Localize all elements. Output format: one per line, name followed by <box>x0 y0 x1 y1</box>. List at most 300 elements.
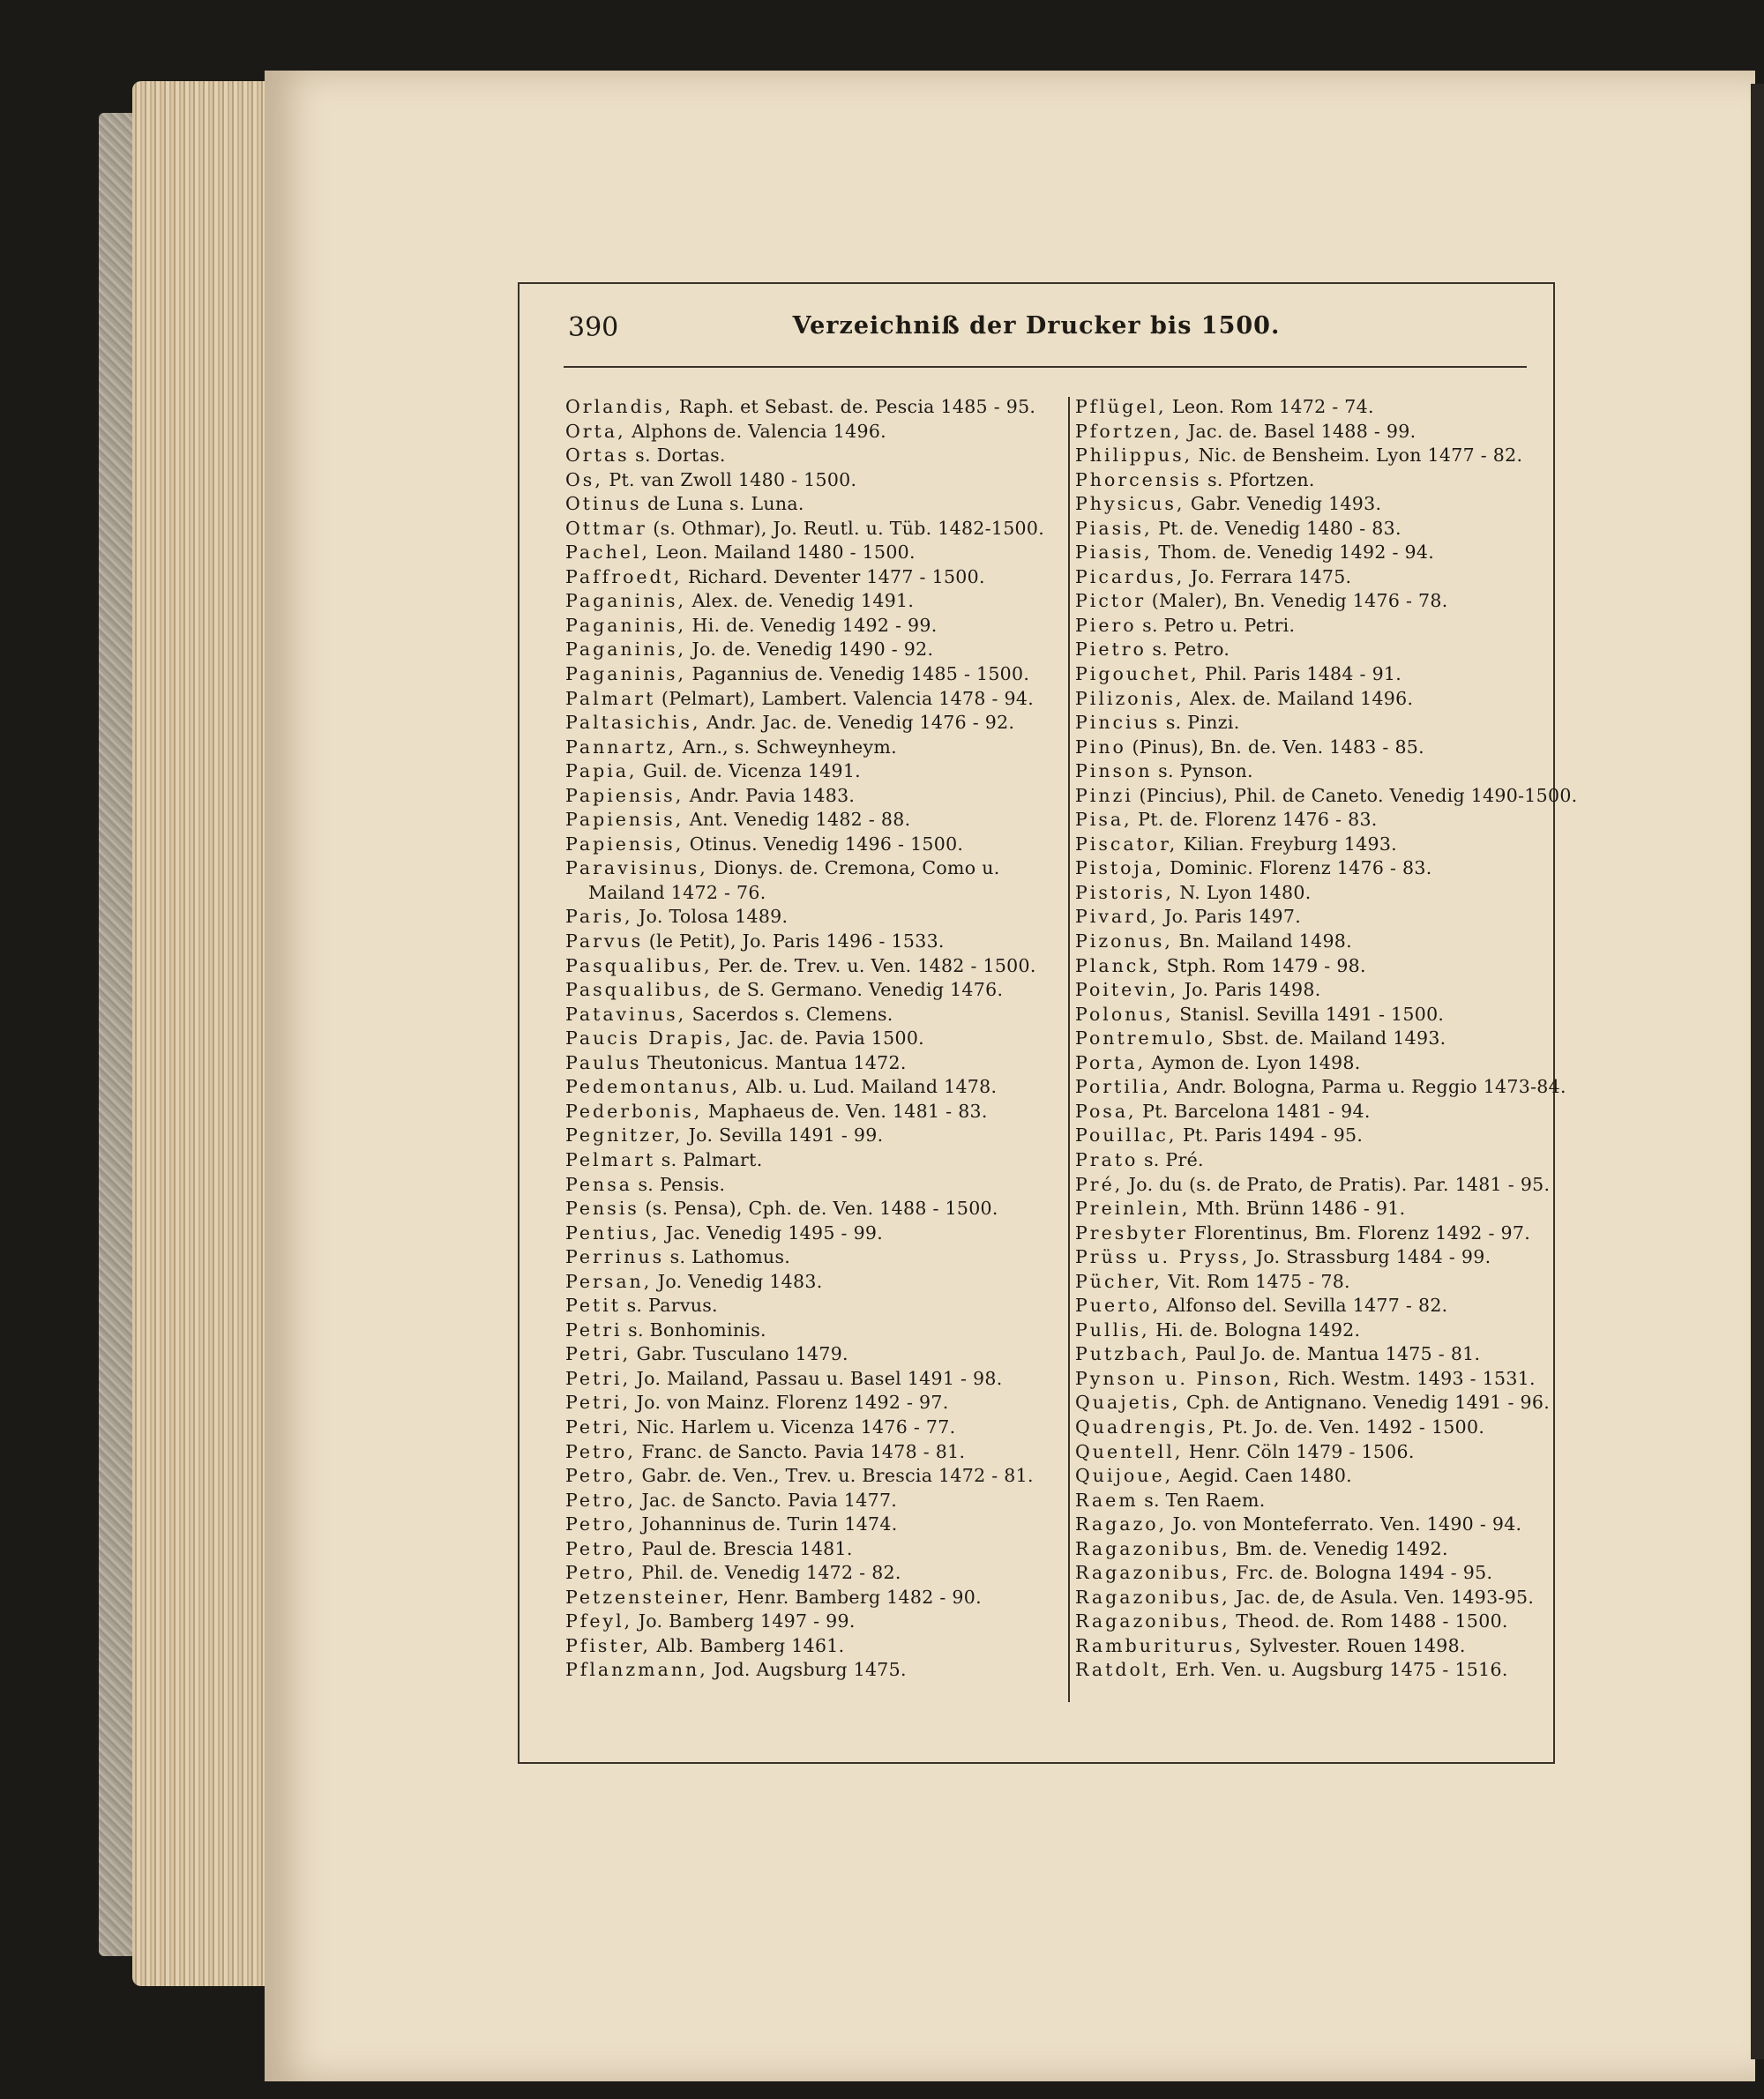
printer-details: Cph. de Antignano. Venedig 1491 - 96. <box>1186 1392 1551 1414</box>
index-entry <box>1075 1197 1565 1221</box>
printer-name: Quijoue, <box>1075 1465 1174 1487</box>
printer-details: s. Pinzi. <box>1165 712 1240 734</box>
index-entry <box>1075 1367 1565 1392</box>
index-entry <box>1075 833 1565 857</box>
printer-name: Philippus, <box>1075 444 1193 467</box>
printer-name: Pentius, <box>565 1221 661 1244</box>
printer-name: Pücher, <box>1075 1270 1162 1292</box>
index-entry <box>565 1513 1055 1537</box>
printer-name: Pivard, <box>1075 906 1159 928</box>
index-entry <box>565 492 1055 517</box>
printer-name: Papiensis, <box>565 784 684 806</box>
printer-details: Jac. Venedig 1495 - 99. <box>665 1221 884 1244</box>
printer-details: Bn. Mailand 1498. <box>1178 930 1352 952</box>
printer-name: Raem <box>1075 1489 1139 1511</box>
printer-details: Aymon de. Lyon 1498. <box>1151 1051 1361 1073</box>
printer-details: Pt. de. Florenz 1476 - 83. <box>1138 809 1378 831</box>
printer-name: Orlandis, <box>565 396 674 417</box>
index-entry <box>1075 1148 1565 1173</box>
index-entry <box>1075 1003 1565 1027</box>
printer-details: Theutonicus. Mantua 1472. <box>647 1051 907 1073</box>
printer-name: Ramburiturus, <box>1075 1634 1244 1656</box>
printer-name: Paganinis, <box>565 663 686 685</box>
index-entry <box>1075 420 1565 444</box>
printer-name: Pasqualibus, <box>565 954 713 976</box>
printer-details: Mailand 1472 - 76. <box>588 881 766 903</box>
printer-name: Planck, <box>1075 954 1162 976</box>
facing-page-edge <box>1751 84 1764 2059</box>
printer-details: s. Dortas. <box>635 444 726 467</box>
printer-name: Patavinus, <box>565 1003 687 1025</box>
printer-details: Jo. du (s. de Prato, de Pratis). Par. 1481 - 95. <box>1128 1173 1551 1195</box>
index-entry <box>1075 759 1565 784</box>
printer-details: Pt. Paris 1494 - 95. <box>1182 1124 1364 1147</box>
index-entry <box>1075 395 1565 420</box>
printer-details: Jo. de. Venedig 1490 - 92. <box>691 639 934 661</box>
printer-details: Richard. Deventer 1477 - 1500. <box>687 565 985 587</box>
index-entry <box>1075 736 1565 760</box>
printer-name: Petri, <box>565 1416 632 1438</box>
printer-details: s. Bonhominis. <box>628 1318 766 1341</box>
printer-details: de S. Germano. Venedig 1476. <box>718 979 1004 1001</box>
index-entry <box>565 833 1055 857</box>
printer-name: Prato <box>1075 1148 1139 1170</box>
printer-details: Alphons de. Valencia 1496. <box>632 420 886 442</box>
printer-details: Mth. Brünn 1486 - 91. <box>1195 1198 1406 1220</box>
printer-name: Pilizonis, <box>1075 687 1185 709</box>
printer-name: Pannartz, <box>565 736 677 758</box>
printer-name: Petri, <box>565 1367 632 1389</box>
printer-details: Gabr. de. Ven., Trev. u. Brescia 1472 - 81. <box>641 1465 1034 1487</box>
printer-name: Petro, <box>565 1465 636 1487</box>
printer-name: Pynson u. Pinson, <box>1075 1367 1282 1389</box>
index-entry <box>1075 954 1565 979</box>
printer-details: Andr. Jac. de. Venedig 1476 - 92. <box>706 712 1015 734</box>
index-entry <box>565 1464 1055 1489</box>
text-frame <box>518 282 1578 1764</box>
index-entry <box>565 1367 1055 1392</box>
right-column <box>1075 395 1578 1683</box>
printer-name: Otinus <box>565 493 642 515</box>
printer-details: (s. Othmar), Jo. Reutl. u. Tüb. 1482-1500. <box>653 517 1045 539</box>
printer-name: Ortas <box>565 444 630 467</box>
index-entry <box>565 1416 1055 1440</box>
printer-details: s. Pynson. <box>1158 760 1253 782</box>
running-title: Verzeichniß der Drucker bis 1500. <box>792 312 1281 340</box>
index-entry <box>1075 638 1565 662</box>
printer-name: Petzensteiner, <box>565 1586 732 1608</box>
printer-name: Paulus <box>565 1051 642 1073</box>
printer-details: Stph. Rom 1479 - 98. <box>1166 954 1366 976</box>
printer-details: (Pelmart), Lambert. Valencia 1478 - 94. <box>661 687 1035 709</box>
index-entry <box>1075 905 1565 930</box>
index-entry <box>565 614 1055 639</box>
printer-details: Jo. Ferrara 1475. <box>1190 565 1352 587</box>
index-entry <box>565 1197 1055 1221</box>
printer-details: Alex. de. Mailand 1496. <box>1189 687 1414 709</box>
index-entry <box>1075 1342 1565 1367</box>
printer-name: Pistoris, <box>1075 881 1174 903</box>
printer-name: Pachel, <box>565 542 650 564</box>
index-entry <box>565 1221 1055 1246</box>
printer-name: Pullis, <box>1075 1318 1150 1341</box>
printer-name: Pflanzmann, <box>565 1659 708 1681</box>
printer-name: Paffroedt, <box>565 565 683 587</box>
index-entry <box>565 1051 1055 1076</box>
index-entry <box>1075 1416 1565 1440</box>
printer-name: Orta, <box>565 420 626 442</box>
printer-name: Piscator, <box>1075 833 1178 855</box>
index-entry <box>565 468 1055 493</box>
printer-name: Pfortzen, <box>1075 420 1183 442</box>
printer-details: Rich. Westm. 1493 - 1531. <box>1288 1367 1536 1389</box>
printer-name: Paravisinus, <box>565 857 708 879</box>
index-entry <box>565 1100 1055 1124</box>
printer-details: Henr. Cöln 1479 - 1506. <box>1188 1440 1415 1462</box>
printer-name: Petro, <box>565 1537 636 1559</box>
index-entry <box>1075 1391 1565 1416</box>
index-entry <box>1075 1586 1565 1610</box>
index-entry <box>565 736 1055 760</box>
printer-details: Thom. de. Venedig 1492 - 94. <box>1158 542 1435 564</box>
index-entry <box>565 517 1055 542</box>
index-entry <box>565 444 1055 468</box>
column-divider <box>1068 397 1070 1702</box>
index-entry <box>565 905 1055 930</box>
printer-name: Physicus, <box>1075 493 1185 515</box>
printer-details: (Pinus), Bn. de. Ven. 1483 - 85. <box>1132 736 1424 758</box>
index-entry <box>565 1270 1055 1295</box>
index-entry <box>1075 1561 1565 1586</box>
index-entry <box>565 1610 1055 1634</box>
index-entry <box>1075 1051 1565 1076</box>
index-entry <box>565 954 1055 979</box>
printer-details: Per. de. Trev. u. Ven. 1482 - 1500. <box>718 954 1036 976</box>
printer-name: Phorcensis <box>1075 468 1202 490</box>
printer-details: Jo. Strassburg 1484 - 99. <box>1255 1246 1491 1268</box>
printer-name: Ottmar <box>565 517 647 539</box>
printer-details: de Luna s. Luna. <box>647 493 804 515</box>
index-entry <box>565 1148 1055 1173</box>
index-entry <box>1075 808 1565 833</box>
printer-name: Petro, <box>565 1562 636 1584</box>
index-entry <box>1075 978 1565 1003</box>
index-entry <box>1075 662 1565 687</box>
printer-details: Gabr. Venedig 1493. <box>1190 493 1382 515</box>
index-entry <box>1075 1658 1565 1683</box>
index-entry <box>565 1391 1055 1416</box>
index-entry <box>565 687 1055 712</box>
printer-details: Leon. Rom 1472 - 74. <box>1172 396 1374 417</box>
printer-details: Leon. Mailand 1480 - 1500. <box>655 542 916 564</box>
page-number: 390 <box>568 312 619 343</box>
index-entry <box>565 881 1055 906</box>
printer-details: Kilian. Freyburg 1493. <box>1183 833 1397 855</box>
printer-details: Jod. Augsburg 1475. <box>714 1659 907 1681</box>
printer-name: Paganinis, <box>565 639 686 661</box>
printer-name: Prüss u. Pryss, <box>1075 1246 1251 1268</box>
printer-name: Petri <box>565 1318 623 1341</box>
printer-name: Quajetis, <box>1075 1392 1181 1414</box>
index-entry <box>1075 1100 1565 1124</box>
index-entry <box>565 1537 1055 1562</box>
printer-name: Perrinus <box>565 1246 665 1268</box>
printer-name: Ragazonibus, <box>1075 1586 1230 1608</box>
printer-details: Alfonso del. Sevilla 1477 - 82. <box>1166 1295 1448 1317</box>
printer-details: Jac. de, de Asula. Ven. 1493-95. <box>1236 1586 1535 1608</box>
printer-details: Sbst. de. Mailand 1493. <box>1222 1027 1446 1050</box>
index-entry <box>1075 1245 1565 1270</box>
printer-name: Pré, <box>1075 1173 1124 1195</box>
printer-name: Petri, <box>565 1343 632 1365</box>
printer-details: s. Pré. <box>1143 1148 1204 1170</box>
printer-name: Pouillac, <box>1075 1124 1177 1147</box>
printer-name: Pistoja, <box>1075 857 1164 879</box>
printer-name: Papiensis, <box>565 809 684 831</box>
index-entry <box>565 1440 1055 1465</box>
index-entry <box>1075 1294 1565 1318</box>
index-entry <box>1075 589 1565 614</box>
index-entry <box>1075 1221 1565 1246</box>
index-entry <box>1075 1489 1565 1513</box>
printer-details: Phil. Paris 1484 - 91. <box>1205 663 1402 685</box>
printer-details: Alb. Bamberg 1461. <box>656 1634 845 1656</box>
index-entry <box>565 1342 1055 1367</box>
printer-name: Ragazonibus, <box>1075 1537 1230 1559</box>
printer-name: Papia, <box>565 760 638 782</box>
printer-details: Jac. de. Basel 1488 - 99. <box>1187 420 1416 442</box>
printer-name: Pictor <box>1075 590 1147 612</box>
printer-name: Pinson <box>1075 760 1153 782</box>
printer-name: Pietro <box>1075 639 1147 661</box>
index-entry <box>1075 1440 1565 1465</box>
index-entry <box>1075 492 1565 517</box>
index-entry <box>1075 930 1565 954</box>
printer-details: s. Ten Raem. <box>1144 1489 1266 1511</box>
printer-name: Quentell, <box>1075 1440 1184 1462</box>
printer-details: Bm. de. Venedig 1492. <box>1236 1537 1448 1559</box>
printer-details: Jo. Bamberg 1497 - 99. <box>638 1610 856 1632</box>
index-entry <box>565 662 1055 687</box>
index-entry <box>1075 1537 1565 1562</box>
printer-name: Piasis, <box>1075 542 1153 564</box>
printer-name: Ragazonibus, <box>1075 1562 1230 1584</box>
index-entry <box>565 1245 1055 1270</box>
index-entry <box>1075 1513 1565 1537</box>
printer-details: Jo. Venedig 1483. <box>657 1270 823 1292</box>
index-entry <box>565 420 1055 444</box>
printer-name: Pigouchet, <box>1075 663 1200 685</box>
printer-details: Johanninus de. Turin 1474. <box>641 1513 898 1535</box>
printer-details: Gabr. Tusculano 1479. <box>636 1343 848 1365</box>
printer-name: Petro, <box>565 1513 636 1535</box>
printer-name: Portilia, <box>1075 1076 1171 1098</box>
index-entry <box>565 1489 1055 1513</box>
index-entry <box>565 541 1055 565</box>
printer-name: Paganinis, <box>565 614 686 636</box>
index-entry <box>1075 1610 1565 1634</box>
printer-details: (s. Pensa), Cph. de. Ven. 1488 - 1500. <box>645 1198 998 1220</box>
printer-details: Frc. de. Bologna 1494 - 95. <box>1236 1562 1493 1584</box>
index-entry <box>565 565 1055 590</box>
printer-details: Pt. Jo. de. Ven. 1492 - 1500. <box>1222 1416 1485 1438</box>
printer-details: s. Petro. <box>1152 639 1230 661</box>
printer-details: Jac. de Sancto. Pavia 1477. <box>641 1489 898 1511</box>
index-entry <box>1075 1075 1565 1100</box>
index-entry <box>565 1634 1055 1659</box>
printer-details: Florentinus, Bm. Florenz 1492 - 97. <box>1193 1221 1531 1244</box>
index-entry <box>565 638 1055 662</box>
index-entry <box>565 711 1055 736</box>
printer-details: Paul Jo. de. Mantua 1475 - 81. <box>1195 1343 1481 1365</box>
printer-details: Jo. von Monteferrato. Ven. 1490 - 94. <box>1172 1513 1522 1535</box>
printer-details: (le Petit), Jo. Paris 1496 - 1533. <box>648 930 945 952</box>
printer-name: Pizonus, <box>1075 930 1173 952</box>
printer-name: Pensa <box>565 1173 632 1195</box>
printer-details: s. Petro u. Petri. <box>1142 614 1296 636</box>
printer-name: Paltasichis, <box>565 712 701 734</box>
printer-name: Paganinis, <box>565 590 686 612</box>
printer-details: s. Pfortzen. <box>1207 468 1315 490</box>
printer-details: Nic. Harlem u. Vicenza 1476 - 77. <box>636 1416 956 1438</box>
printer-name: Pontremulo, <box>1075 1027 1216 1050</box>
printer-details: s. Parvus. <box>626 1295 718 1317</box>
printer-name: Preinlein, <box>1075 1198 1191 1220</box>
printer-details: Ant. Venedig 1482 - 88. <box>689 809 911 831</box>
index-entry <box>565 930 1055 954</box>
printer-details: Jo. Tolosa 1489. <box>639 906 789 928</box>
printer-details: Vit. Rom 1475 - 78. <box>1168 1270 1350 1292</box>
printer-details: Andr. Bologna, Parma u. Reggio 1473-84. <box>1177 1076 1566 1098</box>
printer-details: Hi. de. Venedig 1492 - 99. <box>691 614 938 636</box>
printer-details: Phil. de. Venedig 1472 - 82. <box>641 1562 901 1584</box>
printer-name: Pelmart <box>565 1148 656 1170</box>
printer-name: Pflügel, <box>1075 396 1167 417</box>
index-entry <box>565 1586 1055 1610</box>
printer-details: (Maler), Bn. Venedig 1476 - 78. <box>1151 590 1448 612</box>
index-entry <box>565 759 1055 784</box>
index-entry <box>565 1075 1055 1100</box>
index-entry <box>565 1124 1055 1148</box>
printer-details: Franc. de Sancto. Pavia 1478 - 81. <box>641 1440 966 1462</box>
index-entry <box>1075 541 1565 565</box>
index-entry <box>1075 1173 1565 1198</box>
printer-details: Pagannius de. Venedig 1485 - 1500. <box>691 663 1030 685</box>
printer-details: Paul de. Brescia 1481. <box>641 1537 853 1559</box>
index-entry <box>1075 1464 1565 1489</box>
printer-name: Papiensis, <box>565 833 684 855</box>
printer-name: Persan, <box>565 1270 653 1292</box>
index-entry <box>565 1027 1055 1051</box>
printer-details: s. Pensis. <box>638 1173 726 1195</box>
printer-name: Petro, <box>565 1489 636 1511</box>
index-entry <box>565 856 1055 881</box>
printer-details: Erh. Ven. u. Augsburg 1475 - 1516. <box>1175 1659 1508 1681</box>
printer-name: Polonus, <box>1075 1003 1174 1025</box>
index-entry <box>1075 687 1565 712</box>
printer-name: Presbyter <box>1075 1221 1189 1244</box>
index-entry <box>565 1561 1055 1586</box>
printer-name: Palmart <box>565 687 656 709</box>
printer-name: Putzbach, <box>1075 1343 1190 1365</box>
printer-name: Posa, <box>1075 1100 1137 1122</box>
printer-details: Jo. Mailand, Passau u. Basel 1491 - 98. <box>636 1367 1003 1389</box>
printer-name: Ragazo, <box>1075 1513 1168 1535</box>
printer-details: Guil. de. Vicenza 1491. <box>643 760 862 782</box>
printer-name: Pedemontanus, <box>565 1076 741 1098</box>
printer-name: Piasis, <box>1075 517 1153 539</box>
printer-name: Pederbonis, <box>565 1100 703 1122</box>
printer-name: Ragazonibus, <box>1075 1610 1230 1632</box>
index-entry <box>1075 856 1565 881</box>
printer-name: Pasqualibus, <box>565 979 713 1001</box>
printer-name: Paris, <box>565 906 633 928</box>
printer-name: Pino <box>1075 736 1126 758</box>
index-entry <box>1075 1270 1565 1295</box>
index-entry <box>1075 614 1565 639</box>
printer-details: Dionys. de. Cremona, Como u. <box>714 857 1000 879</box>
index-entry <box>565 1658 1055 1683</box>
printer-name: Ratdolt, <box>1075 1659 1170 1681</box>
printer-details: Nic. de Bensheim. Lyon 1477 - 82. <box>1198 444 1523 467</box>
printer-details: Jo. von Mainz. Florenz 1492 - 97. <box>636 1392 949 1414</box>
printer-details: Pt. van Zwoll 1480 - 1500. <box>609 468 857 490</box>
index-entry <box>1075 711 1565 736</box>
index-entry <box>565 784 1055 809</box>
printer-details: Maphaeus de. Ven. 1481 - 83. <box>707 1100 988 1122</box>
printer-details: N. Lyon 1480. <box>1179 881 1312 903</box>
index-entry <box>565 395 1055 420</box>
printer-name: Porta, <box>1075 1051 1147 1073</box>
index-entry <box>1075 881 1565 906</box>
printer-name: Parvus <box>565 930 644 952</box>
printer-name: Puerto, <box>1075 1295 1162 1317</box>
printer-details: Hi. de. Bologna 1492. <box>1155 1318 1361 1341</box>
printer-name: Pegnitzer, <box>565 1124 684 1147</box>
printer-details: Otinus. Venedig 1496 - 1500. <box>689 833 964 855</box>
index-entry <box>1075 565 1565 590</box>
printer-details: Pt. Barcelona 1481 - 94. <box>1142 1100 1371 1122</box>
printer-details: Aegid. Caen 1480. <box>1178 1465 1352 1487</box>
index-entry <box>565 978 1055 1003</box>
printer-details: Alex. de. Venedig 1491. <box>691 590 915 612</box>
left-column <box>565 395 1055 1683</box>
printer-details: Sylvester. Rouen 1498. <box>1249 1634 1466 1656</box>
printer-name: Petri, <box>565 1392 632 1414</box>
printer-details: Jo. Paris 1497. <box>1164 906 1302 928</box>
index-entry <box>1075 1027 1565 1051</box>
printer-name: Pisa, <box>1075 809 1132 831</box>
printer-details: Pt. de. Venedig 1480 - 83. <box>1158 517 1401 539</box>
printer-details: Sacerdos s. Clemens. <box>691 1003 893 1025</box>
index-entry <box>1075 468 1565 493</box>
printer-details: s. Palmart. <box>661 1148 763 1170</box>
printer-details: Jo. Paris 1498. <box>1184 979 1321 1001</box>
printer-details: Henr. Bamberg 1482 - 90. <box>736 1586 982 1608</box>
printer-details: Raph. et Sebast. de. Pescia 1485 - 95. <box>678 396 1036 417</box>
printer-name: Pinzi <box>1075 784 1133 806</box>
index-entry <box>1075 1124 1565 1148</box>
index-entry <box>565 1294 1055 1318</box>
index-entry <box>1075 517 1565 542</box>
printer-details: (Pincius), Phil. de Caneto. Venedig 1490-1500. <box>1139 784 1578 806</box>
index-entry <box>565 1318 1055 1343</box>
index-entry <box>1075 444 1565 468</box>
printer-name: Picardus, <box>1075 565 1185 587</box>
printer-details: Jac. de. Pavia 1500. <box>739 1027 924 1050</box>
printer-name: Os, <box>565 468 603 490</box>
printer-name: Pensis <box>565 1198 639 1220</box>
